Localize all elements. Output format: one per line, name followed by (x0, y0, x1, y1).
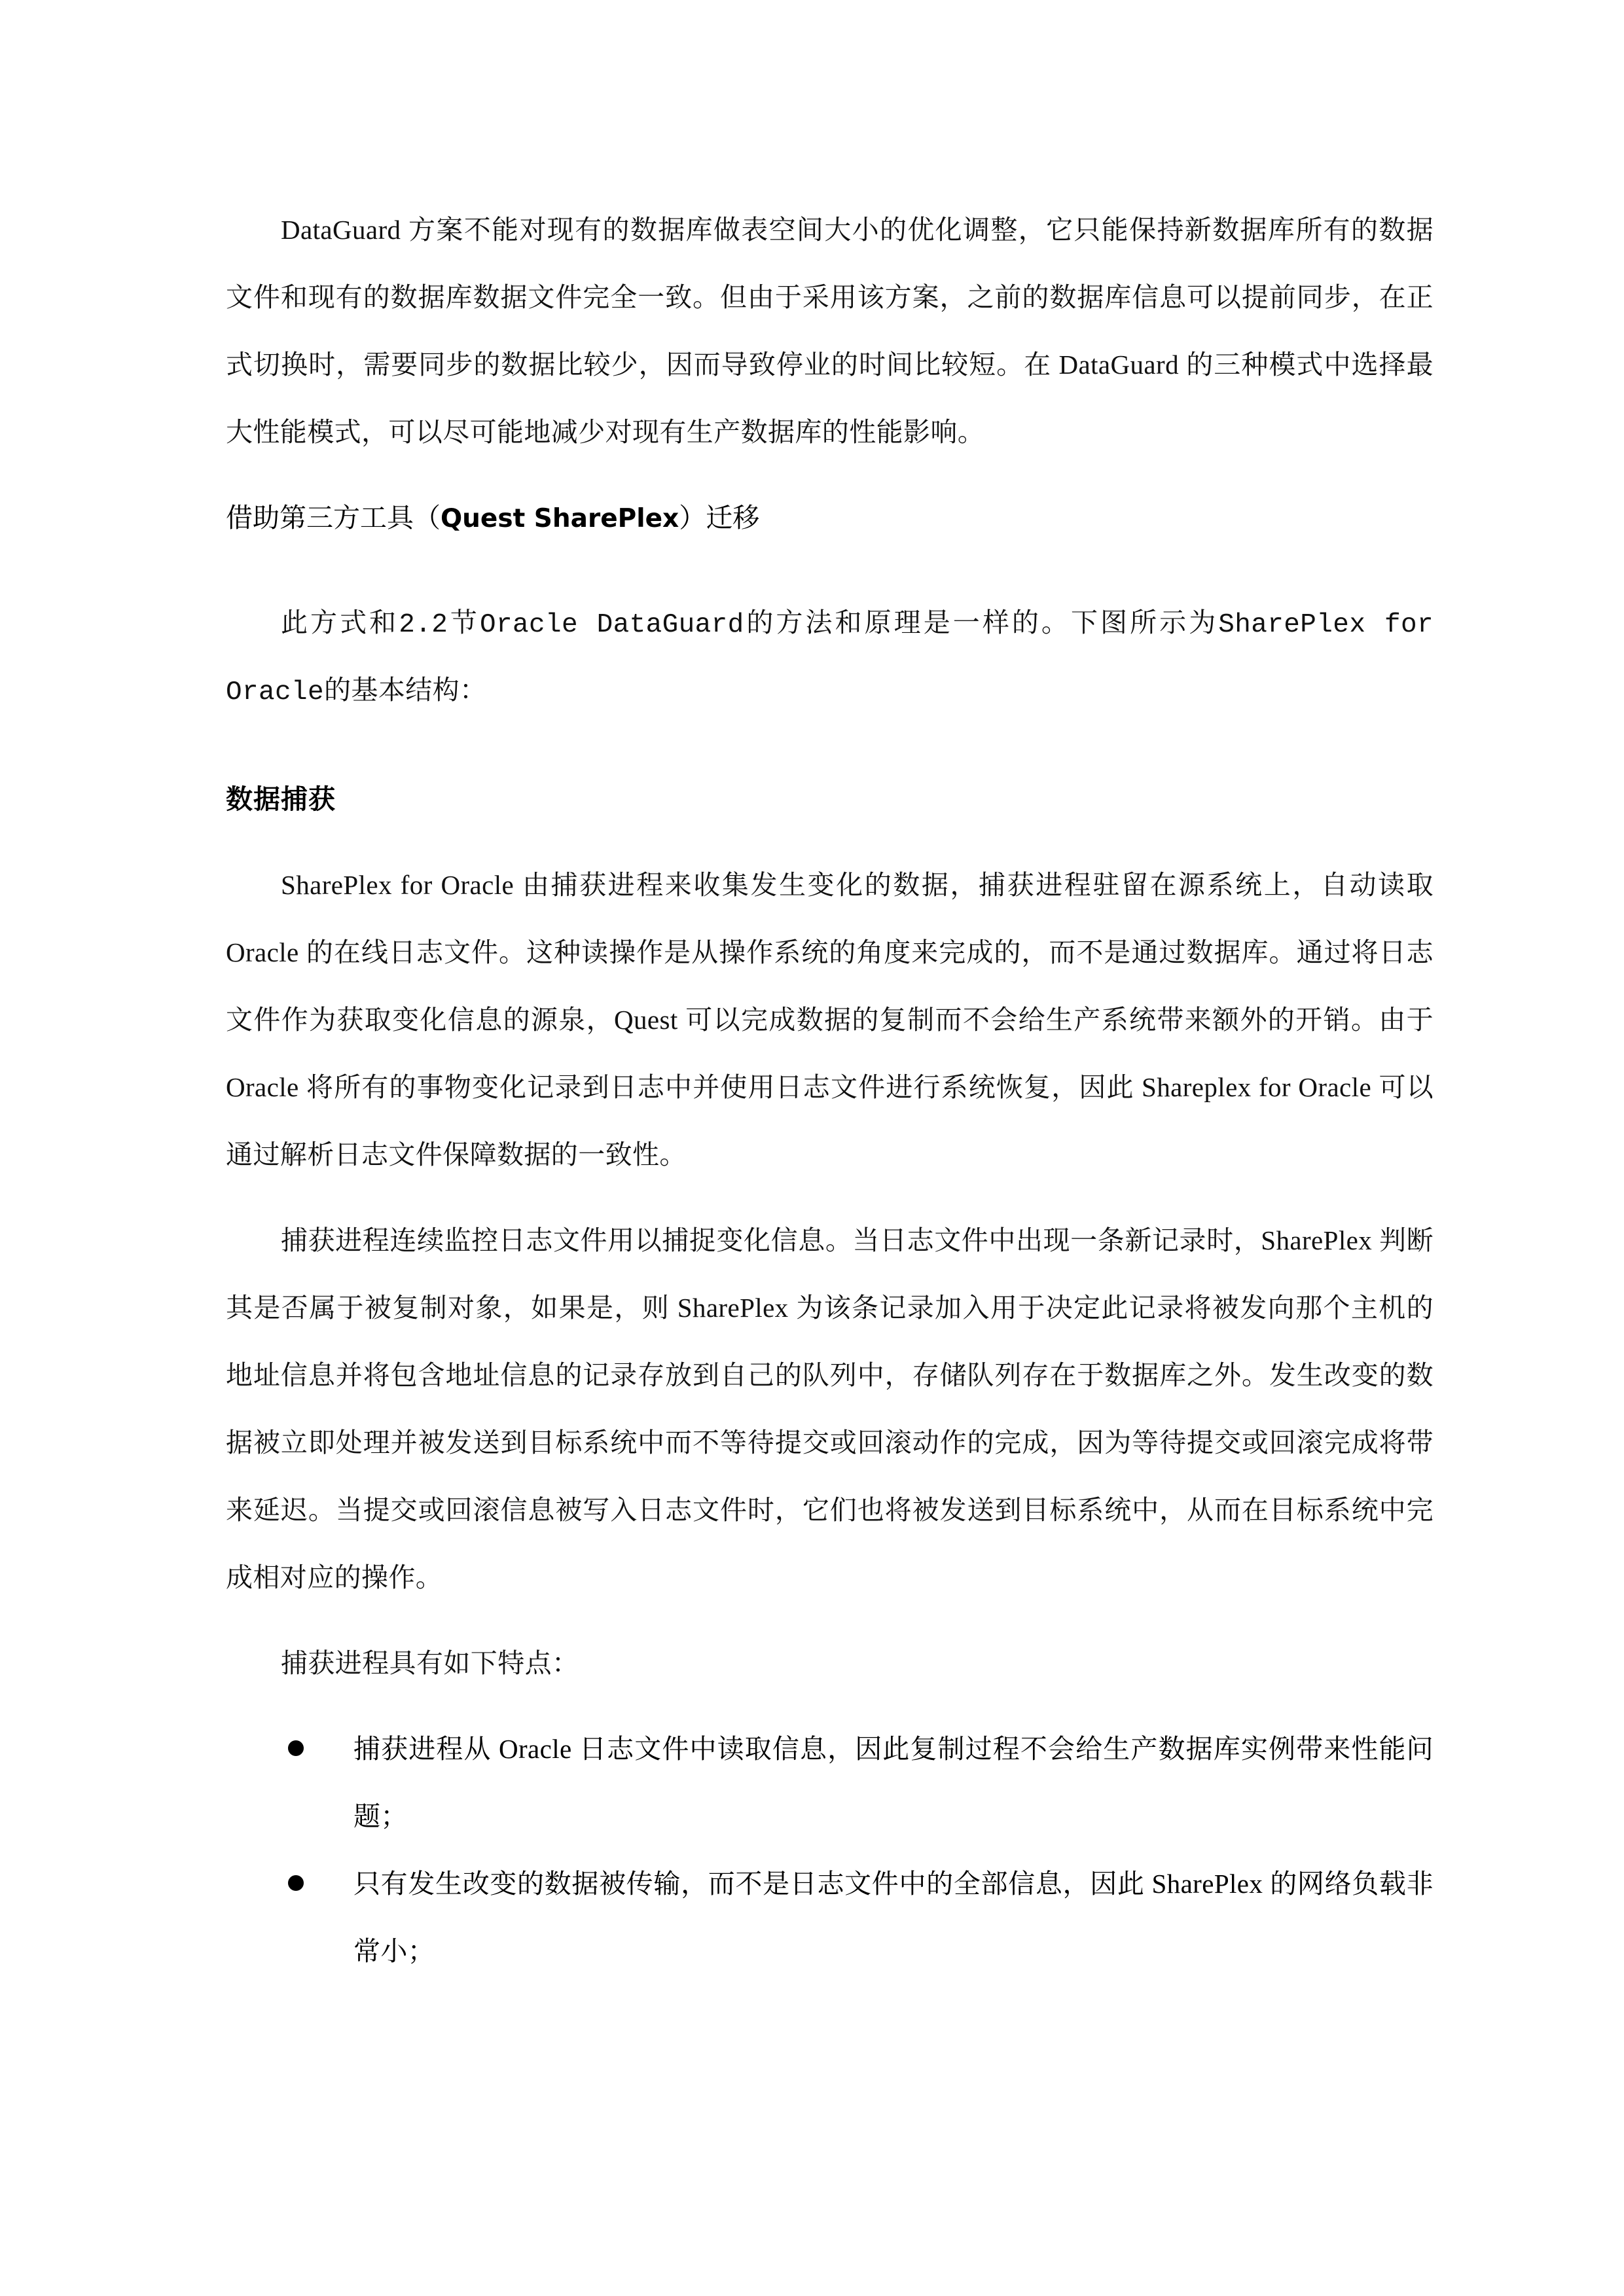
list-item (226, 1715, 1434, 1850)
paragraph-features-lead: 捕获进程具有如下特点： (281, 1648, 579, 1678)
list-item-text: 捕获进程从 Oracle 日志文件中读取信息，因此复制过程不会给生产数据库实例带来性能问题； (353, 1734, 1434, 1831)
subheading-third-party-tool (226, 484, 1434, 552)
spacer (226, 1697, 1434, 1715)
paragraph-capture-overview: SharePlex for Oracle 由捕获进程来收集发生变化的数据，捕获进程驻留在源系统上，自动读取 Oracle 的在线日志文件。这种读操作是从操作系统的角度来完成的，而不是通过数据库。通过将日志文件作为获取变化信息的源泉，Quest 可以完成数据的复制而不会给生产系统带来额外的开销。由于 Oracle 将所有的事物变化记录到日志中并使用日志文件进行系统恢复，因此 Shareplex for Oracle 可以通过解析日志文件保障数据的一致性。 (226, 870, 1434, 1170)
feature-bullet-list (226, 1715, 1434, 1985)
list-item-text: 只有发生改变的数据被传输，而不是日志文件中的全部信息，因此 SharePlex 的网络负载非常小； (353, 1869, 1434, 1966)
spacer (226, 552, 1434, 592)
section-heading-data-capture: 数据捕获 (226, 784, 336, 814)
subheading-suffix: ）迁移 (679, 503, 760, 533)
paragraph-capture-detail: 捕获进程连续监控日志文件用以捕捉变化信息。当日志文件中出现一条新记录时，SharePlex 判断其是否属于被复制对象，如果是，则 SharePlex 为该条记录加入用于决定此记录将被发向那个主机的地址信息并将包含地址信息的记录存放到自己的队列中，存储队列存在于数据库之外。发生改变的数据被立即处理并被发送到目标系统中而不等待提交或回滚动作的完成，因为等待提交或回滚完成将带来延迟。当提交或回滚信息被写入日志文件时，它们也将被发送到目标系统中，从而在目标系统中完成相对应的操作。 (226, 1225, 1434, 1592)
subheading-prefix: 借助第三方工具（ (226, 503, 441, 533)
paragraph-intro: 此方式和2.2节Oracle DataGuard的方法和原理是一样的。下图所示为SharePlex for Oracle的基本结构： (226, 610, 1434, 708)
bullet-dot-icon (288, 1875, 304, 1891)
spacer (226, 466, 1434, 484)
list-item (226, 1850, 1434, 1985)
page-content (226, 196, 1434, 1985)
subheading-brand: Quest SharePlex (441, 504, 679, 533)
spacer (226, 1189, 1434, 1207)
spacer (226, 1611, 1434, 1630)
spacer (226, 833, 1434, 852)
bullet-dot-icon (288, 1740, 304, 1756)
paragraph-dataguard: DataGuard 方案不能对现有的数据库做表空间大小的优化调整，它只能保持新数据库所有的数据文件和现有的数据库数据文件完全一致。但由于采用该方案，之前的数据库信息可以提前同步，在正式切换时，需要同步的数据比较少，因而导致停业的时间比较短。在 DataGuard 的三种模式中选择最大性能模式，可以尽可能地减少对现有生产数据库的性能影响。 (226, 215, 1434, 447)
spacer (226, 726, 1434, 766)
